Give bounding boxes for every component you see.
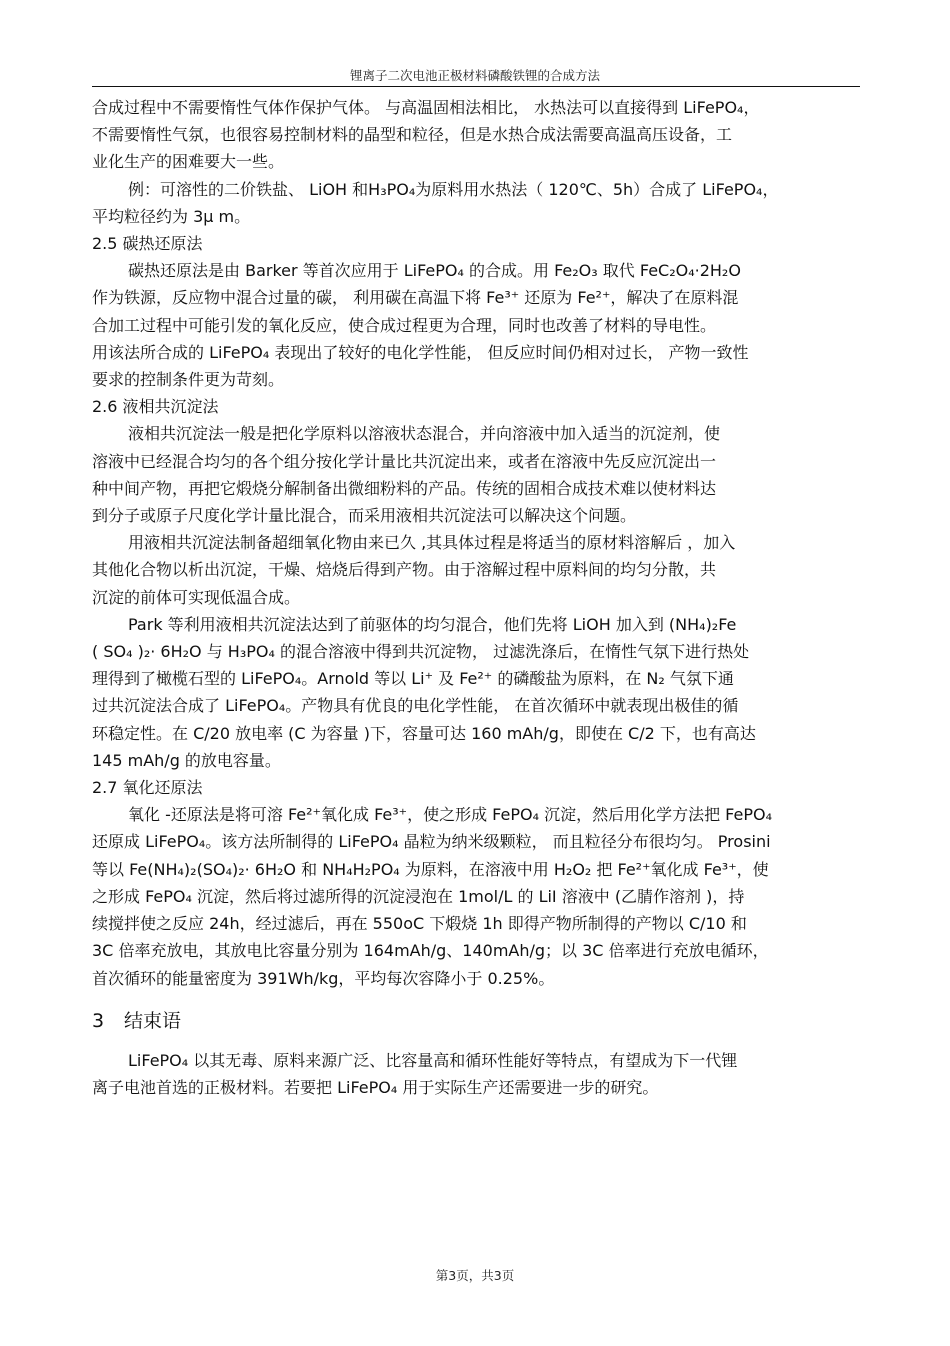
section-heading-2-7: 2.7 氧化还原法 <box>92 778 203 798</box>
text-line: 环稳定性。在 C/20 放电率 (C 为容量 )下，容量可达 160 mAh/g，即使在 C/2 下，也有高达 <box>92 723 756 743</box>
text-line: ( SO₄ )₂· 6H₂O 与 H₃PO₄ 的混合溶液中得到共沉淀物， 过滤洗涤后，在惰性气氛下进行热处 <box>92 642 750 662</box>
text-line: 还原成 LiFePO₄。该方法所制得的 LiFePO₄ 晶粒为纳米级颗粒， 而且粒径分布很均匀。 Prosini <box>92 832 771 852</box>
text-line: 其他化合物以析出沉淀，干燥、焙烧后得到产物。由于溶解过程中原料间的均匀分散，共 <box>92 560 717 580</box>
page-footer: 第3页，共3页 <box>435 1268 515 1283</box>
text-line: 145 mAh/g 的放电容量。 <box>92 750 281 770</box>
text-line: 碳热还原法是由 Barker 等首次应用于 LiFePO₄ 的合成。用 Fe₂O₃ 取代 FeC₂O₄·2H₂O <box>128 261 741 281</box>
page-header: 锂离子二次电池正极材料磷酸铁锂的合成方法 <box>349 68 600 83</box>
document-body <box>92 94 862 1101</box>
text-line: 平均粒径约为 3μ m。 <box>92 206 251 226</box>
text-line: 液相共沉淀法一般是把化学原料以溶液状态混合，并向溶液中加入适当的沉淀剂，使 <box>128 424 721 444</box>
text-line: 过共沉淀法合成了 LiFePO₄。产物具有优良的电化学性能， 在首次循环中就表现出极佳的循 <box>92 696 739 716</box>
text-line: 不需要惰性气氛，也很容易控制材料的晶型和粒径，但是水热合成法需要高温高压设备，工 <box>92 125 733 145</box>
text-line: 3C 倍率充放电，其放电比容量分别为 164mAh/g、140mAh/g；以 3C 倍率进行充放电循环， <box>92 941 769 961</box>
text-line: 离子电池首选的正极材料。若要把 LiFePO₄ 用于实际生产还需要进一步的研究。 <box>92 1077 659 1097</box>
text-line: 例：可溶性的二价铁盐、 LiOH 和H₃PO₄为原料用水热法（ 120℃、5h）合成了 LiFePO₄， <box>128 179 779 199</box>
section-heading-3 <box>92 1008 862 1035</box>
paragraph-group-c <box>92 420 862 774</box>
text-line: 到分子或原子尺度化学计量比混合，而采用液相共沉淀法可以解决这个问题。 <box>92 506 637 526</box>
text-line: 业化生产的困难要大一些。 <box>92 152 285 172</box>
paragraph-group-e <box>92 1047 862 1101</box>
text-line: Park 等利用液相共沉淀法达到了前驱体的均匀混合，他们先将 LiOH 加入到 (NH₄)₂Fe <box>128 614 737 634</box>
text-line: 合加工过程中可能引发的氧化反应，使合成过程更为合理，同时也改善了材料的导电性。 <box>92 315 717 335</box>
paragraph-group-a <box>92 94 862 230</box>
paragraph-group-d <box>92 801 862 991</box>
text-line: 氧化 -还原法是将可溶 Fe²⁺氧化成 Fe³⁺，使之形成 FePO₄ 沉淀，然后用化学方法把 FePO₄ <box>128 805 773 825</box>
text-line: 续搅拌使之反应 24h，经过滤后，再在 550oC 下煅烧 1h 即得产物所制得的产物以 C/10 和 <box>92 914 747 934</box>
text-line: 种中间产物，再把它煅烧分解制备出微细粉料的产品。传统的固相合成技术难以使材料达 <box>92 478 717 498</box>
text-line: 首次循环的能量密度为 391Wh/kg，平均每次容降小于 0.25%。 <box>92 968 555 988</box>
section-number: 3 <box>92 1009 105 1032</box>
text-line: 理得到了橄榄石型的 LiFePO₄。Arnold 等以 Li⁺ 及 Fe²⁺ 的磷酸盐为原料，在 N₂ 气氛下通 <box>92 669 734 689</box>
text-line: 用该法所合成的 LiFePO₄ 表现出了较好的电化学性能， 但反应时间仍相对过长， 产物一致性 <box>92 342 749 362</box>
section-title: 结束语 <box>124 1009 182 1032</box>
text-line: 溶液中已经混合均匀的各个组分按化学计量比共沉淀出来，或者在溶液中先反应沉淀出一 <box>92 451 717 471</box>
text-line: 之形成 FePO₄ 沉淀，然后将过滤所得的沉淀浸泡在 1mol/L 的 LiI 溶液中 (乙腈作溶剂 )，持 <box>92 886 745 906</box>
section-heading-2-6: 2.6 液相共沉淀法 <box>92 397 219 417</box>
section-heading-2-5: 2.5 碳热还原法 <box>92 234 203 254</box>
text-line: 要求的控制条件更为苛刻。 <box>92 370 285 390</box>
text-line: 合成过程中不需要惰性气体作保护气体。 与高温固相法相比， 水热法可以直接得到 LiFePO₄， <box>92 98 760 117</box>
text-line: 用液相共沉淀法制备超细氧化物由来已久 ,其具体过程是将适当的原材料溶解后 ，加入 <box>128 533 736 553</box>
text-line: 等以 Fe(NH₄)₂(SO₄)₂· 6H₂O 和 NH₄H₂PO₄ 为原料，在溶液中用 H₂O₂ 把 Fe²⁺氧化成 Fe³⁺，使 <box>92 859 769 879</box>
text-line: LiFePO₄ 以其无毒、原料来源广泛、比容量高和循环性能好等特点，有望成为下一代锂 <box>128 1050 738 1070</box>
header-rule <box>92 86 860 87</box>
paragraph-group-b <box>92 257 862 393</box>
text-line: 作为铁源，反应物中混合过量的碳， 利用碳在高温下将 Fe³⁺ 还原为 Fe²⁺，解决了在原料混 <box>92 288 739 308</box>
text-line: 沉淀的前体可实现低温合成。 <box>92 587 301 607</box>
